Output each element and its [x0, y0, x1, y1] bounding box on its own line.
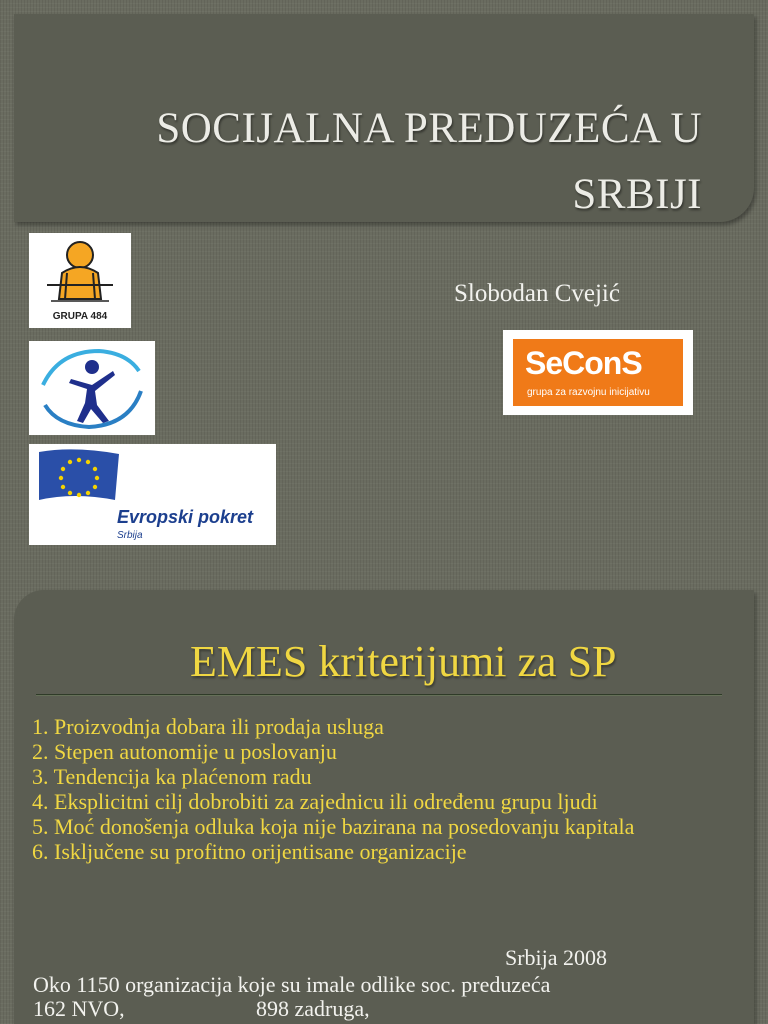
year-label: Srbija 2008 — [505, 945, 608, 970]
secons-logo — [503, 330, 693, 415]
person-circle-icon — [29, 341, 155, 435]
secons-wordmark: SeConS — [525, 345, 642, 381]
person-circle-logo — [29, 341, 155, 435]
secons-badge — [513, 339, 683, 406]
eu-flag-icon — [29, 444, 276, 545]
criteria-title: EMES kriterijumi za SP — [190, 637, 617, 686]
organizations-summary: Oko 1150 organizacija koje su imale odlike soc. preduzeća — [33, 972, 551, 997]
criteria-item: 5. Moć donošenja odluka koja nije bazirana na posedovanju kapitala — [32, 814, 635, 839]
grupa484-caption: GRUPA 484 — [52, 311, 108, 322]
criteria-item: 1. Proizvodnja dobara ili prodaja usluga — [32, 714, 384, 739]
criteria-item: 4. Eksplicitni cilj dobrobiti za zajednicu ili određenu grupu ljudi — [32, 789, 598, 814]
slide-title-line-1: SOCIJALNA PREDUZEĆA U — [156, 105, 702, 152]
criteria-slide — [0, 576, 768, 1024]
title-panel — [14, 14, 754, 222]
cooperative-count: 898 zadruga, — [256, 996, 370, 1021]
evropski-pokret-logo — [29, 444, 276, 545]
author-name: Slobodan Cvejić — [454, 280, 620, 307]
grupa484-logo — [29, 233, 131, 328]
criteria-list — [32, 714, 752, 864]
ngo-count: 162 NVO, — [33, 996, 125, 1021]
title-divider — [36, 694, 722, 695]
evropski-pokret-subtitle: Srbija — [117, 530, 143, 541]
secons-tagline: grupa za razvojnu inicijativu — [527, 387, 650, 398]
slide-title — [62, 96, 702, 228]
evropski-pokret-name: Evropski pokret — [117, 507, 254, 527]
criteria-item: 6. Isključene su profitno orijentisane organizacije — [32, 839, 467, 864]
criteria-item: 3. Tendencija ka plaćenom radu — [32, 764, 312, 789]
criteria-item: 2. Stepen autonomije u poslovanju — [32, 739, 337, 764]
slide-title-line-2: SRBIJI — [572, 171, 702, 218]
